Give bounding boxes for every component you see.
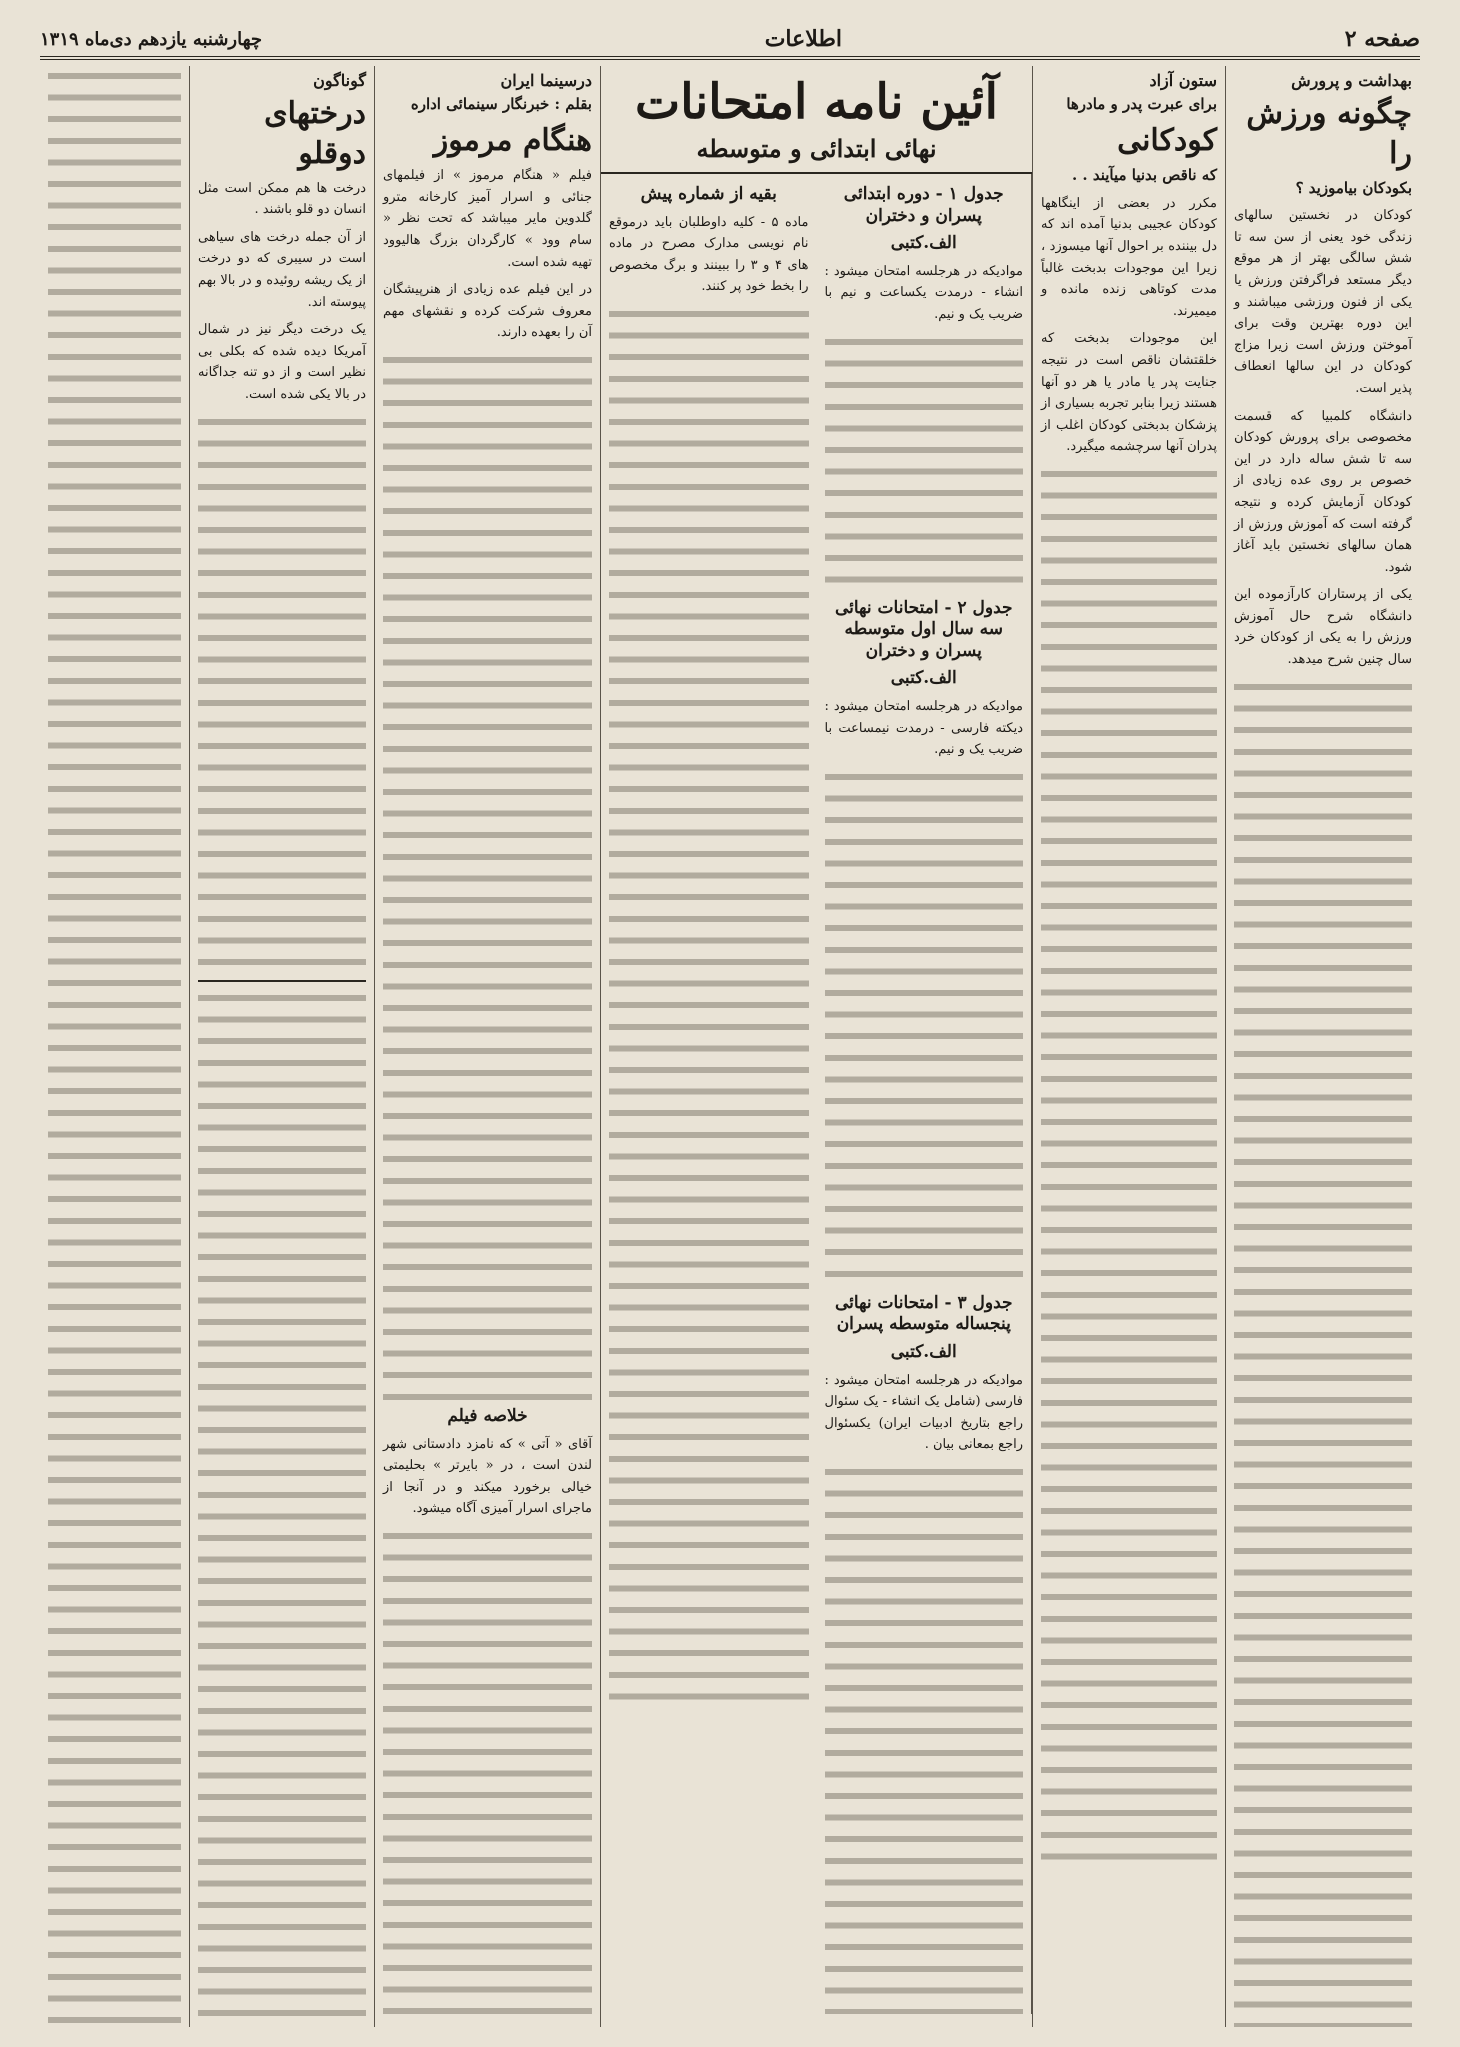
body-text-lines <box>48 66 181 2026</box>
health-paragraph: کودکان در نخستین سالهای زندگی خود یعنی از سن سه تا شش سالگی بهتر از هر موقع دیگر مستعد فراگرفتن ورزش یا یکی از فنون ورزشی میباشند و این دوره بهترین وقت برای آموختن ورزش است زیرا مزاج کودکان در این سالها انعطاف پذیر است. <box>1234 208 1412 396</box>
edge-column <box>40 66 189 2027</box>
miscellany-column <box>189 66 374 2027</box>
body-text-lines <box>383 350 592 1400</box>
body-text-lines <box>825 767 1024 1287</box>
cinema-kicker: درسینما ایران <box>500 71 592 90</box>
cinema-paragraph: فیلم « هنگام مرموز » از فیلمهای جنائی و اسرار آمیز کارخانه مترو گلدوین مایر میباشد که تحت نظر « سام وود » کارگردان بزرگ هالیوود تهیه شده است. <box>383 168 592 270</box>
table1-section: الف.کتبی <box>890 233 957 254</box>
film-summary-text: آقای « آتی » که نامزد دادستانی شهر لندن است ، در « بایرتر » بحلیمتی خیالی برخورد میکند و در آنجا از ماجرای اسرار آمیزی آگاه میشود. <box>383 1436 592 1517</box>
misc-paragraph: یک درخت دیگر نیز در شمال آمریکا دیده شده که بکلی بی نظیر است و از دو تنه جداگانه در بالا یکی شده است. <box>198 322 366 402</box>
health-paragraph: دانشگاه کلمبیا که قسمت مخصوصی برای پرورش کودکان سه تا شش ساله دارد در این خصوص بر روی عده زیادی از کودکان آزمایش کرده و نتیجه گرفته است که آموزش ورزش از همان سالهای نخستین باید آغاز شود. <box>1234 408 1412 575</box>
health-paragraph: یکی از پرستاران کارآزموده این دانشگاه شرح حال آموزش ورزش را به یکی از کودکان خرد سال چنین شرح میدهد. <box>1234 587 1412 668</box>
exam-regulations-article <box>600 66 1032 2027</box>
free-headline: کودکانی <box>1117 123 1217 159</box>
misc-paragraph: درخت ها هم ممکن است مثل انسان دو قلو باشند . <box>198 180 366 218</box>
continued-note: بقیه از شماره پیش <box>640 184 777 204</box>
exam-subcolumn-right <box>601 174 817 2014</box>
health-subhead: بکودکان بیاموزید ؟ <box>1295 178 1412 197</box>
table3-section: الف.کتبی <box>890 1341 957 1362</box>
health-kicker: بهداشت و پرورش <box>1291 71 1412 90</box>
table1-text: موادیکه در هرجلسه امتحان میشود : انشاء - درمدت یکساعت و نیم با ضریب یک و نیم. <box>824 263 1023 322</box>
misc-headline: درختهای دوقلو <box>264 95 366 171</box>
page-columns <box>40 66 1420 2027</box>
table2-section: الف.کتبی <box>890 668 957 689</box>
free-subhead: که ناقص بدنیا میآیند . . <box>1071 166 1217 185</box>
free-paragraph: این موجودات بدبخت که خلقتشان ناقص است در نتیجه جنایت پدر یا مادر یا هر دو آنها هستند زیرا بنابر تجربه بسیاری از پزشکان بدبختی کودکان اغلب از پدران آنها سرچشمه میگیرد. <box>1041 331 1217 455</box>
paper-name: اطلاعات <box>764 26 843 52</box>
exam-banner-headline: آئین نامه امتحانات <box>635 74 998 130</box>
health-headline: چگونه ورزش را <box>1246 95 1412 171</box>
free-byline: برای عبرت پدر و مادرها <box>1066 94 1217 113</box>
body-text-lines <box>609 304 809 1704</box>
page-number: صفحه ۲ <box>1344 26 1420 52</box>
body-text-lines <box>825 1462 1024 2014</box>
film-summary-title: خلاصه فیلم <box>447 1405 528 1426</box>
cinema-byline: بقلم : خبرنگار سینمائی اداره <box>410 94 592 113</box>
table3-text: موادیکه در هرجلسه امتحان میشود : فارسی (شامل یک انشاء - یک سئوال راجع بتاریخ ادبیات ایران) یکسئوال راجع بمعانی بیان . <box>824 1372 1023 1453</box>
table1-title: جدول ۱ - دوره ابتدائی پسران و دختران <box>843 184 1004 226</box>
table2-text: موادیکه در هرجلسه امتحان میشود : دیکته فارسی - درمدت نیمساعت با ضریب یک و نیم. <box>824 698 1023 758</box>
misc-paragraph: از آن جمله درخت های سیاهی است در سیبری که دو درخت از یک ریشه روئیده و در بالا بهم پیوسته اند. <box>198 229 366 310</box>
body-text-lines <box>1234 677 1412 2027</box>
cinema-column <box>374 66 600 2027</box>
free-column <box>1032 66 1225 2027</box>
body-text-lines <box>825 332 1024 592</box>
body-text-lines <box>1041 464 1217 1864</box>
misc-kicker: گوناگون <box>313 71 366 90</box>
body-text-lines <box>383 1526 592 2027</box>
cinema-headline: هنگام مرموز <box>433 123 592 159</box>
free-paragraph: مکرر در بعضی از اینگاهها کودکان عجیبی بدنیا آمده اند که دل بیننده بر احوال آنها میسوزد ، زیرا این موجودات بدبخت غالباً مدت کوتاهی زنده مانده و میمیرند. <box>1041 195 1217 319</box>
body-text-lines <box>198 412 366 972</box>
cinema-paragraph: در این فیلم عده زیادی از هنرپیشگان معروف شرکت کرده و نقشهای مهم آن را بعهده دارند. <box>383 282 592 341</box>
exam-subheadline: نهائی ابتدائی و متوسطه <box>601 132 1032 174</box>
free-kicker: ستون آزاد <box>1149 71 1217 90</box>
body-text-lines <box>198 988 366 2027</box>
exam-subcolumn-left <box>817 174 1033 2014</box>
table2-title: جدول ۲ - امتحانات نهائی سه سال اول متوسطه پسران و دختران <box>834 597 1013 661</box>
health-column <box>1225 66 1420 2027</box>
section-divider <box>198 980 366 982</box>
masthead <box>40 22 1420 60</box>
table3-title: جدول ۳ - امتحانات نهائی پنجساله متوسطه پسران <box>834 1292 1013 1335</box>
exam-paragraph: ماده ۵ - کلیه داوطلبان باید درموقع نام نویسی مدارک مصرح در ماده های ۴ و ۳ را ببینند و برگ مخصوص را بخط خود پر کنند. <box>609 214 809 295</box>
exam-subcolumns <box>601 174 1032 2014</box>
issue-date: چهارشنبه یازدهم دی‌ماه ۱۳۱۹ <box>40 28 263 50</box>
